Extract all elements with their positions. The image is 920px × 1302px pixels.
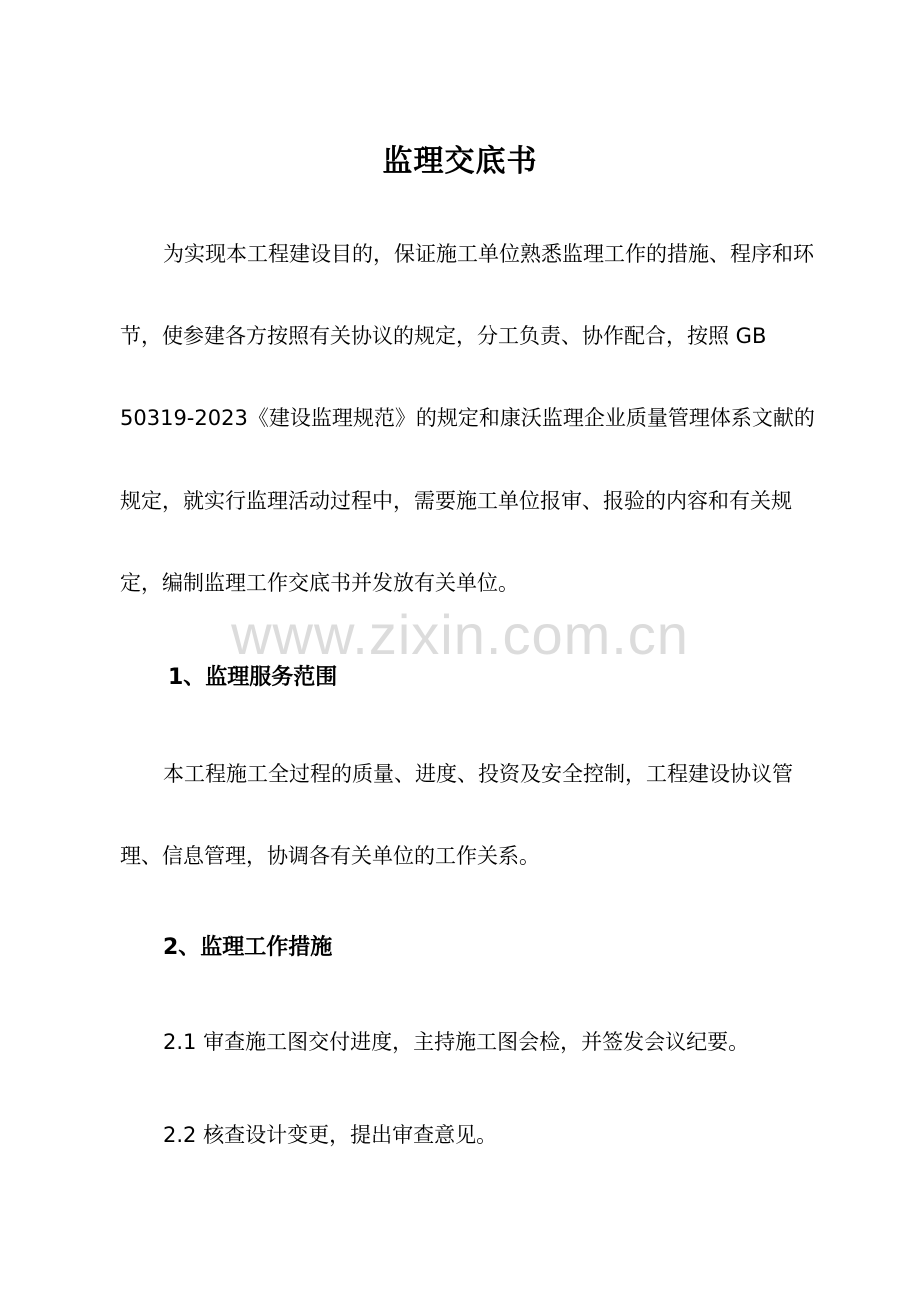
section-1-line: 理、信息管理，协调各有关单位的工作关系。: [120, 844, 540, 868]
intro-line: 50319-2023《建设监理规范》的规定和康沃监理企业质量管理体系文献的: [120, 406, 815, 430]
intro-line: 定，编制监理工作交底书并发放有关单位。: [120, 571, 519, 595]
section-2-item: 2.1 审查施工图交付进度，主持施工图会检，并签发会议纪要。: [163, 1030, 750, 1054]
intro-line: 为实现本工程建设目的，保证施工单位熟悉监理工作的措施、程序和环: [163, 242, 814, 266]
intro-line: 节，使参建各方按照有关协议的规定，分工负责、协作配合，按照 GB: [120, 324, 767, 348]
document-title: 监理交底书: [382, 144, 538, 179]
section-1-heading: 1、监理服务范围: [168, 665, 338, 690]
section-2-heading: 2、监理工作措施: [163, 935, 333, 960]
section-2-item: 2.2 核查设计变更，提出审查意见。: [163, 1123, 498, 1147]
section-1-line: 本工程施工全过程的质量、进度、投资及安全控制，工程建设协议管: [163, 762, 793, 786]
intro-line: 规定，就实行监理活动过程中，需要施工单位报审、报验的内容和有关规: [120, 489, 792, 513]
watermark: www.zixin.com.cn: [231, 603, 689, 666]
